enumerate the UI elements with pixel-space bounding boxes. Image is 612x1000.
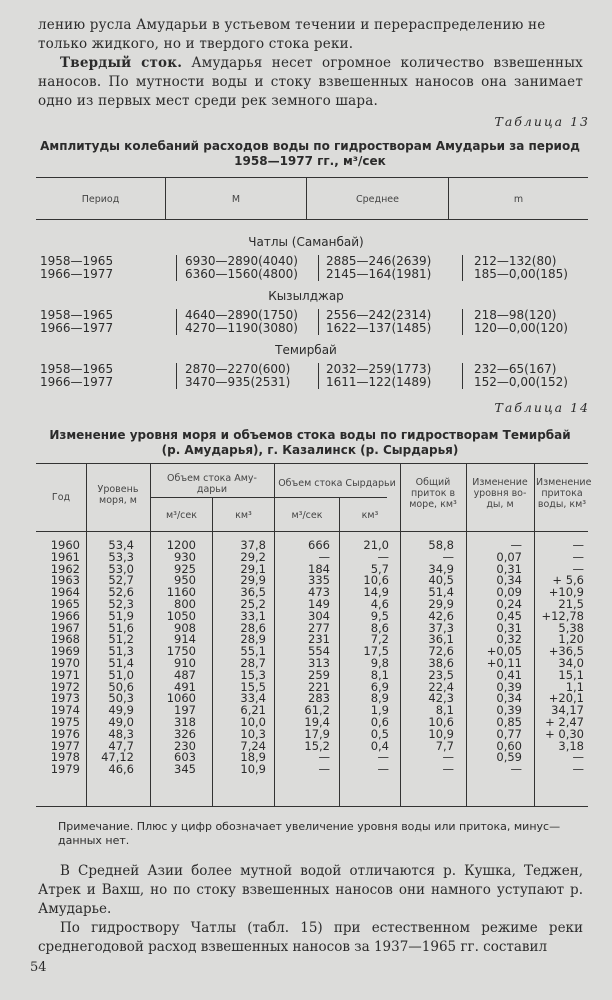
outro-paragraph-1: В Средней Азии более мутной водой отличаются р. Кушка, Теджен, Атрек и Вахш, но по стоку взвешенных наносов они намного уступают р. Амударье. (38, 863, 583, 917)
table14-cell-total: 29,9 (428, 597, 454, 611)
table14-cell-amu-km3: 10,0 (240, 715, 266, 729)
table14-header-total: Общий приток в море, км³ (409, 477, 457, 510)
table14-cell-dinflow: 1,20 (558, 632, 584, 647)
table14-cell-syr-km3: 0,4 (370, 738, 389, 753)
table14-cell-total: 42,3 (428, 691, 454, 706)
table14-cell-syr-m3s: 61,2 (304, 703, 330, 718)
table14-cell-amu-m3s: 1060 (166, 691, 196, 706)
table14-cell-year: 1962 (50, 561, 80, 576)
table14-header-rule (36, 531, 588, 532)
table13-cell-M: 6930—2890(4040) (185, 254, 298, 268)
table14-cell-total: 34,9 (428, 561, 454, 576)
table13-title-line1: Амплитуды колебаний расходов воды по гидростворам Амударьи за период (40, 139, 580, 153)
table14-cell-year: 1978 (50, 750, 80, 765)
solid-runoff-heading: Твердый сток. (60, 55, 183, 71)
table14-cell-syr-m3s: 313 (308, 656, 330, 670)
table14-cell-amu-m3s: 910 (174, 656, 196, 670)
table14-cell-amu-m3s: 603 (174, 750, 196, 765)
table14-cell-dinflow: +12,78 (541, 608, 584, 623)
table14-cell-amu-m3s: 1160 (166, 585, 196, 600)
table13-cell-M: 4270—1190(3080) (185, 321, 298, 335)
table14-cell-syr-km3: 7,2 (370, 632, 389, 647)
table14-cell-year: 1968 (50, 632, 80, 647)
table14-cell-syr-km3: 21,0 (363, 538, 389, 552)
table13-cell-avg: 2145—164(1981) (326, 267, 432, 281)
table13-cell-avg: 2556—242(2314) (326, 308, 432, 322)
table14-cell-syr-m3s: 17,9 (304, 726, 330, 741)
table13-cell-m: 218—98(120) (474, 308, 557, 322)
table14-cell-level: 53,3 (108, 549, 134, 564)
table13-cell-period: 1966—1977 (40, 375, 114, 389)
table14-cell-total: 10,6 (428, 715, 454, 729)
table13-cell-m: 120—0,00(120) (474, 321, 568, 335)
table14-cell-amu-m3s: 925 (174, 561, 196, 576)
table14-cell-level: 50,3 (108, 691, 134, 706)
table14-cell-total: 10,9 (428, 726, 454, 741)
table14-cell-year: 1974 (50, 703, 80, 718)
table13-cell-M: 3470—935(2531) (185, 375, 291, 389)
table14-cell-syr-km3: 8,9 (370, 691, 389, 706)
table14-cell-amu-m3s: 318 (174, 715, 196, 729)
table14-cell-total: 51,4 (428, 585, 454, 600)
table14-cell-amu-km3: 10,9 (240, 762, 266, 777)
table14-cell-total: 22,4 (428, 679, 454, 694)
table13-cell-period: 1958—1965 (40, 308, 114, 322)
table14-cell-total: — (442, 750, 454, 765)
table14-cell-level: 52,6 (108, 585, 134, 600)
table14-cell-amu-km3: 33,1 (240, 608, 266, 623)
table14-cell-dlevel: — (510, 762, 522, 777)
table14-cell-syr-km3: 0,6 (370, 715, 389, 729)
table14-cell-level: 51,4 (108, 656, 134, 670)
table14-cell-syr-m3s: 19,4 (304, 715, 330, 729)
page-number: 54 (30, 960, 47, 975)
table14-cell-dlevel: 0,59 (496, 750, 522, 765)
outro-paragraph-2: По гидроствору Чатлы (табл. 15) при естественном режиме реки среднегодовой расход взвешенных наносов за 1937—1965 гг. составил (38, 920, 583, 955)
table13-station-name: Чатлы (Саманбай) (248, 235, 364, 249)
table14-cell-year: 1971 (50, 667, 80, 682)
table14-cell-syr-km3: 1,9 (370, 703, 389, 718)
table14-cell-amu-m3s: 326 (174, 726, 196, 741)
table14-cell-dlevel: 0,60 (496, 738, 522, 753)
table14-cell-total: — (442, 549, 454, 564)
table14-cell-dlevel: 0,31 (496, 620, 522, 635)
table14-bottom-rule (36, 806, 588, 807)
table14-cell-total: — (442, 762, 454, 777)
table14-note: Примечание. Плюс у цифр обозначает увеличение уровня воды или притока, минус—данных нет. (58, 820, 561, 847)
table14-cell-amu-km3: 7,24 (240, 738, 266, 753)
table14-cell-dlevel: 0,77 (496, 726, 522, 741)
table13-cell-period: 1966—1977 (40, 321, 114, 335)
table14-cell-syr-m3s: 283 (308, 691, 330, 706)
table14-cell-amu-m3s: 491 (174, 679, 196, 694)
table14-cell-total: 58,8 (428, 538, 454, 552)
table14-cell-syr-km3: 0,5 (370, 726, 389, 741)
table14-cell-syr-m3s: 149 (308, 597, 330, 611)
table14-cell-year: 1963 (50, 573, 80, 588)
table14-cell-amu-m3s: 230 (174, 738, 196, 753)
table14-cell-dlevel: 0,09 (496, 585, 522, 600)
table14-cell-year: 1975 (50, 715, 80, 729)
table14-cell-dlevel: — (510, 538, 522, 552)
table14-cell-amu-m3s: 908 (174, 620, 196, 635)
table14-cell-amu-m3s: 800 (174, 597, 196, 611)
table14-cell-dinflow: +36,5 (548, 644, 584, 659)
table14-cell-syr-m3s: 554 (308, 644, 330, 659)
table14-cell-syr-km3: 9,5 (370, 608, 389, 623)
table14-cell-year: 1966 (50, 608, 80, 623)
table14-cell-amu-km3: 36,5 (240, 585, 266, 600)
table13-cell-period: 1958—1965 (40, 254, 114, 268)
table14-cell-amu-km3: 37,8 (240, 538, 266, 552)
table14-cell-syr-km3: 8,1 (370, 667, 389, 682)
table14-cell-amu-km3: 33,4 (240, 691, 266, 706)
table14-cell-level: 49,0 (108, 715, 134, 729)
table14-title-line1: Изменение уровня моря и объемов стока воды по гидростворам Темирбай (49, 428, 571, 442)
table14-cell-syr-km3: 10,6 (363, 573, 389, 588)
table14-cell-dinflow: 5,38 (558, 620, 584, 635)
table14-cell-syr-m3s: 15,2 (304, 738, 330, 753)
table13-header-min: m (513, 194, 524, 205)
table14-header-amu: Объем стока Аму-дарьи (167, 473, 257, 495)
table14-header-inflow-change: Изменение притока воды, км³ (536, 477, 592, 510)
solid-runoff-paragraph (38, 54, 583, 111)
table14-label: Таблица 14 (494, 400, 590, 415)
table14-cell-syr-km3: 14,9 (363, 585, 389, 600)
table14-cell-dinflow: + 5,6 (552, 573, 584, 588)
table14-cell-dinflow: 34,17 (551, 703, 584, 718)
table14-cell-syr-m3s: 666 (308, 538, 330, 552)
table14-cell-syr-m3s: 221 (308, 679, 330, 694)
table14-cell-syr-m3s: — (318, 762, 330, 777)
table14-cell-syr-km3: 8,6 (370, 620, 389, 635)
table14-cell-total: 40,5 (428, 573, 454, 588)
table14-cell-syr-km3: 17,5 (363, 644, 389, 659)
table14-cell-dlevel: 0,32 (496, 632, 522, 647)
table13-header-average: Среднее (356, 194, 399, 205)
table14-title-line2: (р. Амударья), г. Казалинск (р. Сырдарья) (161, 443, 459, 457)
table14-cell-dinflow: + 2,47 (545, 715, 584, 729)
intro-paragraph (38, 16, 583, 111)
table13-top-rule (36, 177, 588, 178)
table14-col-divider (400, 464, 401, 806)
table14-cell-dinflow: — (572, 750, 584, 765)
table14-cell-amu-m3s: 950 (174, 573, 196, 588)
table13-cell-m: 185—0,00(185) (474, 267, 568, 281)
table14-header-level-change: Изменение уровня во-ды, м (472, 477, 528, 510)
table14-cell-amu-km3: 29,2 (240, 549, 266, 564)
table13-header-period: Период (81, 194, 120, 205)
table14-cell-dlevel: 0,39 (496, 703, 522, 718)
table14-cell-total: 23,5 (428, 667, 454, 682)
table14-cell-amu-km3: 18,9 (240, 750, 266, 765)
table13-cell-M: 6360—1560(4800) (185, 267, 298, 281)
table14-cell-amu-km3: 28,7 (240, 656, 266, 670)
table14-col-divider (86, 464, 87, 806)
table13-cell-avg: 1611—122(1489) (326, 375, 432, 389)
table14-cell-dinflow: — (572, 549, 584, 564)
table14-cell-amu-km3: 28,9 (240, 632, 266, 647)
table13-cell-M: 4640—2890(1750) (185, 308, 298, 322)
table13-cell-avg: 2032—259(1773) (326, 362, 432, 376)
table14-cell-syr-km3: — (377, 762, 389, 777)
table14-cell-amu-km3: 28,6 (240, 620, 266, 635)
table14-cell-amu-km3: 55,1 (240, 644, 266, 659)
table14-header-syr-km3: км³ (361, 510, 379, 521)
table14-col-divider (534, 464, 535, 806)
solid-runoff-text: Амударья несет огромное количество взвешенных наносов. По мутности воды и стоку взвешенных наносов она занимает одно из первых мест среди рек земного шара. (38, 55, 583, 109)
table14-cell-syr-km3: 9,8 (370, 656, 389, 670)
table14-header-amu-m3s: м³/сек (166, 510, 197, 521)
table14-cell-level: 51,0 (108, 667, 134, 682)
table14-cell-syr-km3: — (377, 750, 389, 765)
table13-group-divider (318, 309, 319, 335)
table14-cell-total: 36,1 (428, 632, 454, 647)
table14-cell-dinflow: — (572, 561, 584, 576)
table14-cell-total: 72,6 (428, 644, 454, 659)
table14-cell-year: 1969 (50, 644, 80, 659)
table13-group-divider (176, 255, 177, 281)
table14-cell-dinflow: +10,9 (548, 585, 584, 600)
table14-cell-total: 37,3 (428, 620, 454, 635)
table14-header-level: Уровень моря, м (97, 484, 139, 506)
table14-title (30, 428, 590, 458)
table13-station-name: Кызылджар (268, 289, 344, 303)
table14-cell-dlevel: 0,85 (496, 715, 522, 729)
table13-cell-m: 212—132(80) (474, 254, 557, 268)
table14-cell-dlevel: 0,31 (496, 561, 522, 576)
table13-cell-m: 152—0,00(152) (474, 375, 568, 389)
table14-cell-year: 1973 (50, 691, 80, 706)
table14-cell-level: 49,9 (108, 703, 134, 718)
table14-cell-amu-m3s: 1750 (166, 644, 196, 659)
table14-cell-syr-m3s: — (318, 750, 330, 765)
table14-cell-year: 1964 (50, 585, 80, 600)
table14-cell-level: 46,6 (108, 762, 134, 777)
table14-cell-total: 8,1 (435, 703, 454, 718)
table14-header-syr: Объем стока Сырдарьи (278, 478, 396, 489)
table14-cell-amu-km3: 25,2 (240, 597, 266, 611)
table13-label: Таблица 13 (494, 114, 590, 129)
table13-cell-avg: 1622—137(1485) (326, 321, 432, 335)
table14-cell-level: 47,12 (101, 750, 134, 765)
table14-cell-syr-km3: — (377, 549, 389, 564)
table13-group-divider (318, 363, 319, 389)
table14-cell-dinflow: 21,5 (558, 597, 584, 611)
table14-cell-dinflow: 1,1 (565, 679, 584, 694)
table14-cell-syr-m3s: 304 (308, 608, 330, 623)
table14-cell-year: 1970 (50, 656, 80, 670)
table14-cell-syr-m3s: 473 (308, 585, 330, 600)
table14-cell-level: 52,3 (108, 597, 134, 611)
table14-cell-year: 1961 (50, 549, 80, 564)
table13-group-divider (318, 255, 319, 281)
table14-cell-syr-m3s: 184 (308, 561, 330, 576)
table14-cell-level: 53,4 (108, 538, 134, 552)
table14-cell-amu-m3s: 914 (174, 632, 196, 647)
table14-cell-amu-km3: 15,5 (240, 679, 266, 694)
table14-col-divider (212, 498, 213, 806)
table14-cell-syr-m3s: 335 (308, 573, 330, 588)
table14-cell-dlevel: 0,41 (496, 667, 522, 682)
table14-header-year: Год (51, 492, 71, 503)
table14-cell-total: 7,7 (435, 738, 454, 753)
table13-title-line2: 1958—1977 гг., м³/сек (234, 154, 386, 168)
table14-cell-dlevel: 0,34 (496, 573, 522, 588)
table13-header-max: M (231, 194, 241, 205)
table14-cell-amu-m3s: 1050 (166, 608, 196, 623)
table14-cell-year: 1967 (50, 620, 80, 635)
table13-group-divider (462, 309, 463, 335)
table14-cell-amu-km3: 29,9 (240, 573, 266, 588)
table14-cell-dlevel: +0,05 (486, 644, 522, 659)
table14-cell-dlevel: 0,07 (496, 549, 522, 564)
table14-cell-dinflow: +20,1 (548, 691, 584, 706)
table14-cell-level: 51,6 (108, 620, 134, 635)
table13-header-rule (36, 219, 588, 220)
table13-group-divider (462, 255, 463, 281)
table14-cell-level: 51,2 (108, 632, 134, 647)
table14-cell-level: 51,9 (108, 608, 134, 623)
table14-cell-syr-m3s: — (318, 549, 330, 564)
table14-cell-year: 1979 (50, 762, 80, 777)
table14-cell-year: 1972 (50, 679, 80, 694)
table14-cell-amu-m3s: 197 (174, 703, 196, 718)
table14-cell-total: 42,6 (428, 608, 454, 623)
table14-cell-amu-km3: 10,3 (240, 726, 266, 741)
table14-cell-total: 38,6 (428, 656, 454, 670)
table14-cell-dinflow: — (572, 762, 584, 777)
table13-title (30, 139, 590, 169)
intro-line-2: только жидкого, но и твердого стока реки. (38, 36, 354, 52)
table13-cell-M: 2870—2270(600) (185, 362, 291, 376)
table14-col-divider (339, 498, 340, 806)
table13-cell-avg: 2885—246(2639) (326, 254, 432, 268)
table14-cell-level: 47,7 (108, 738, 134, 753)
table14-cell-syr-m3s: 231 (308, 632, 330, 647)
table14-cell-year: 1965 (50, 597, 80, 611)
table14-cell-dinflow: 34,0 (558, 656, 584, 670)
table13-cell-period: 1966—1977 (40, 267, 114, 281)
table14-cell-syr-km3: 4,6 (370, 597, 389, 611)
table14-cell-year: 1977 (50, 738, 80, 753)
table14-cell-syr-m3s: 277 (308, 620, 330, 635)
table13-group-divider (462, 363, 463, 389)
table14-cell-level: 48,3 (108, 726, 134, 741)
table14-top-rule (36, 463, 588, 464)
table14-cell-dlevel: 0,45 (496, 608, 522, 623)
table14-cell-amu-km3: 6,21 (240, 703, 266, 718)
table14-cell-dlevel: 0,39 (496, 679, 522, 694)
table14-cell-amu-m3s: 487 (174, 667, 196, 682)
table14-cell-dlevel: +0,11 (486, 656, 522, 670)
table14-cell-syr-m3s: 259 (308, 667, 330, 682)
table14-cell-level: 53,0 (108, 561, 134, 576)
table14-cell-amu-m3s: 930 (174, 549, 196, 564)
table14-cell-amu-m3s: 345 (174, 762, 196, 777)
table14-cell-dlevel: 0,24 (496, 597, 522, 611)
table14-cell-level: 52,7 (108, 573, 134, 588)
table14-cell-dinflow: + 0,30 (545, 726, 584, 741)
table14-col-divider (466, 464, 467, 806)
table13-group-divider (176, 309, 177, 335)
table14-header-syr-m3s: м³/сек (291, 510, 323, 521)
table14-cell-syr-km3: 6,9 (370, 679, 389, 694)
table14-cell-year: 1976 (50, 726, 80, 741)
table14-cell-amu-km3: 15,3 (240, 667, 266, 682)
table13-station-name: Темирбай (275, 343, 337, 357)
table14-cell-level: 50,6 (108, 679, 134, 694)
table14-cell-amu-km3: 29,1 (240, 561, 266, 576)
table13-cell-m: 232—65(167) (474, 362, 557, 376)
table14-cell-dinflow: — (572, 538, 584, 552)
table14-cell-dinflow: 15,1 (558, 667, 584, 682)
table14-cell-dinflow: 3,18 (558, 738, 584, 753)
table14-subheader-rule (150, 497, 387, 498)
table14-cell-dlevel: 0,34 (496, 691, 522, 706)
table14-cell-year: 1960 (50, 538, 80, 552)
intro-line-1: лению русла Амударьи в устьевом течении и перераспределению не (38, 17, 546, 33)
table14-header-amu-km3: км³ (235, 510, 252, 521)
table14-cell-amu-m3s: 1200 (166, 538, 196, 552)
table14-cell-level: 51,3 (108, 644, 134, 659)
table13-group-divider (176, 363, 177, 389)
table14-cell-syr-km3: 5,7 (370, 561, 389, 576)
table13-cell-period: 1958—1965 (40, 362, 114, 376)
